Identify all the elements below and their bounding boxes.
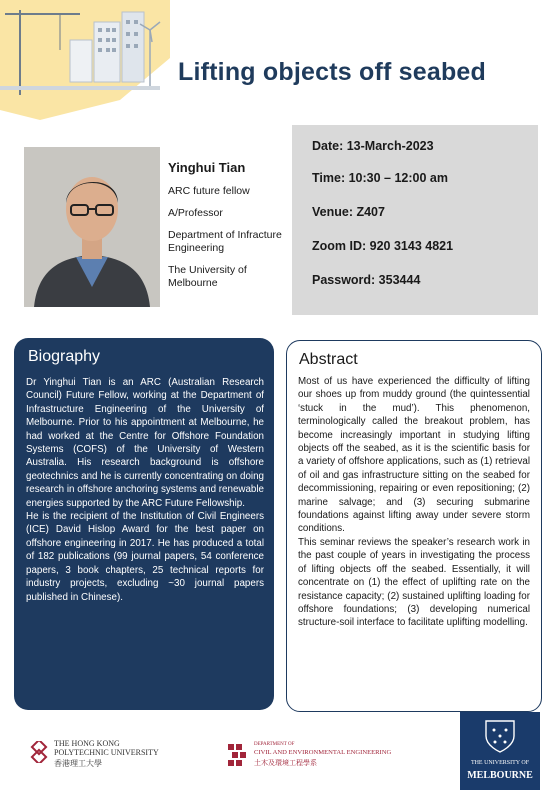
speaker-university: The University of Melbourne — [168, 264, 247, 289]
cee-logo — [228, 740, 413, 776]
event-password: Password: 353444 — [312, 273, 421, 287]
biography-text — [26, 376, 264, 604]
speaker-info — [168, 160, 288, 299]
city-illustration — [0, 0, 170, 120]
polyu-name-line1: THE HONG KONG — [54, 739, 120, 748]
abstract-text — [298, 375, 530, 630]
biography-panel — [14, 338, 274, 710]
uom-name-line1: THE UNIVERSITY OF — [470, 760, 530, 766]
speaker-name: Yinghui Tian — [168, 160, 246, 175]
abstract-heading: Abstract — [299, 351, 358, 368]
abstract-paragraph-1: Most of us have experienced the difficulty of lifting our shoes up from muddy ground (the quintessential ‘stuck in the mud’). This phenomenon, terminologically called the breakout problem, has become increasingly important in studying lifting objects off the seabed, as it is the scientific basis for a variety of offshore applications, such as (1) retrieval of oil and gas infrastructure sitting on the seabed for decommissioning, repairing or even repositioning; (2) marine salvage; and (3) securing submarine foundations against lifting away under severe storm conditions. — [298, 376, 530, 535]
polyu-logo — [28, 737, 188, 773]
event-venue: Venue: Z407 — [312, 205, 385, 219]
speaker-role: ARC future fellow — [168, 185, 250, 197]
speaker-photo — [24, 147, 160, 307]
abstract-panel — [286, 340, 542, 712]
biography-heading: Biography — [28, 348, 101, 365]
uom-logo — [460, 712, 540, 790]
abstract-paragraph-2: This seminar reviews the speaker’s research work in the past couple of years in investigating the process of lifting objects off the seabed. Essentially, it will concentrate on (1) the effect of uplifting rate on the resistance capacity; (2) sustained uplifting loading for offshore foundations; (3) developing numerical structure-soil interface to facilitate uplifting modelling. — [298, 536, 530, 629]
polyu-name-chinese: 香港理工大學 — [54, 759, 102, 768]
biography-paragraph-1: Dr Yinghui Tian is an ARC (Australian Research Council) Future Fellow, working at the Department of Infrastructure Engineering of the University of Melbourne. Prior to his appointment at Melbourne, he had worked at the Centre for Offshore Foundation Systems (COFS) of the University of Western Australia. His research background is offshore geotechnics and he is currently concentrating on doing research in offshore anchoring systems and renewable energies supported by the ARC Future Fellowship. — [26, 377, 264, 509]
event-title: Lifting objects off seabed — [178, 58, 486, 86]
uom-name-line2: MELBOURNE — [467, 770, 533, 781]
event-date: Date: 13-March-2023 — [312, 139, 434, 153]
event-time: Time: 10:30 – 12:00 am — [312, 171, 448, 185]
polyu-emblem-icon — [28, 741, 50, 763]
uom-shield-icon — [482, 718, 518, 754]
event-zoom-id: Zoom ID: 920 3143 4821 — [312, 239, 454, 253]
cee-name-line2: CIVIL AND ENVIRONMENTAL ENGINEERING — [254, 749, 392, 756]
event-details-box — [292, 125, 538, 315]
cee-name-line1: DEPARTMENT OF — [254, 742, 295, 747]
cee-name-chinese: 土木及環境工程學系 — [254, 759, 317, 767]
speaker-position: A/Professor — [168, 207, 223, 219]
biography-paragraph-2: He is the recipient of the Institution of Civil Engineers (ICE) David Hislop Award for the best paper on offshore engineering in 2017. He has produced a total of 182 publications (99 journal papers, 54 conference papers, 3 book chapters, 25 technical reports for industry projects, excluding ~30 journal papers published in Chinese). — [26, 511, 264, 603]
cee-emblem-icon — [228, 742, 250, 766]
speaker-department: Department of Infracture Engineering — [168, 229, 282, 254]
polyu-name-line2: POLYTECHNIC UNIVERSITY — [54, 748, 159, 757]
